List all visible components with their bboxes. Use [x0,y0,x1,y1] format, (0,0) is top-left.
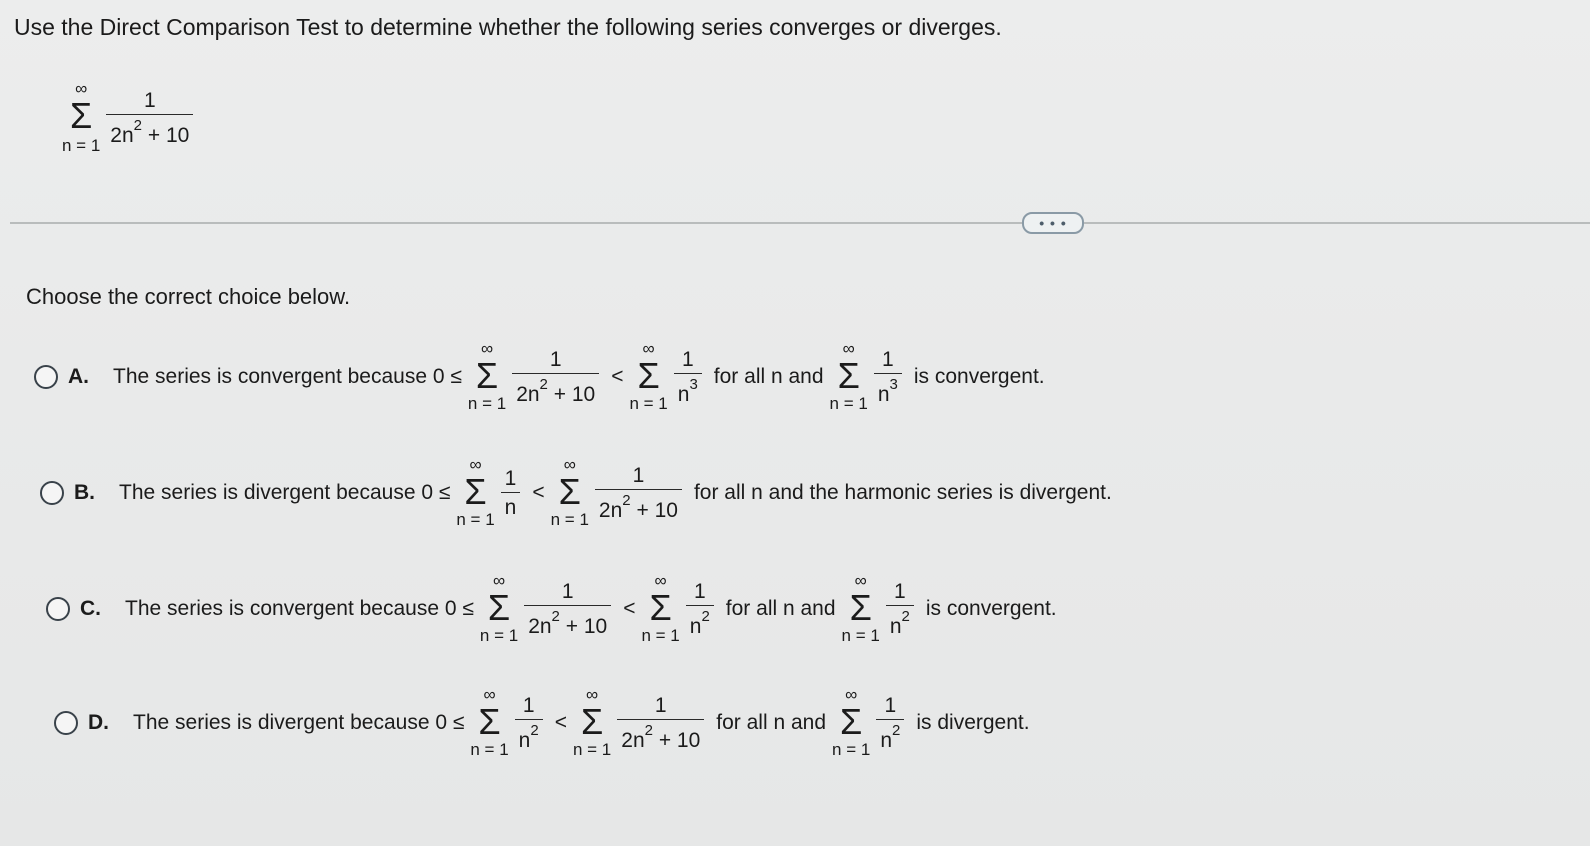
sigma-sum: ∞ Σ n = 1 [470,685,509,759]
choice-letter: D. [88,711,109,734]
numerator: 1 [143,88,156,112]
less-than-operator: < [532,481,545,504]
fraction: $\frac{1}{n}$ [501,466,521,521]
sigma-sum: ∞ Σ n = 1 [479,571,519,645]
more-options-button[interactable]: • • • [1022,212,1084,234]
sigma-symbol: Σ [70,95,93,136]
less-than-operator: < [611,365,624,388]
sigma-sum: ∞ Σ n = 1 [629,339,668,413]
sigma-sum: ∞ Σ n = 1 [467,339,507,413]
fraction: $\frac{1}{2n^2 + 10}$ [617,693,704,754]
choice-lead-text: The series is divergent because 0 ≤ [133,711,465,734]
radio-button-a[interactable] [34,365,58,389]
choice-a[interactable] [34,340,1051,414]
question-text: Use the Direct Comparison Test to determine whether the following series converges or diverges. [14,14,1002,40]
sigma-sum: ∞ Σ n = 1 [550,455,589,529]
section-divider [10,222,1590,224]
sigma-sum [62,80,100,156]
choice-letter: B. [74,481,95,504]
fraction: $\frac{1}{2n^2 + 10}$ [595,463,682,524]
choice-tail-text: is convergent. [925,597,1057,620]
denominator: $2n^2 + 10$ [106,114,193,149]
choice-tail-text: for all n and the harmonic series is divergent. [693,481,1112,504]
choice-lead-text: The series is convergent because 0 ≤ [113,365,462,388]
radio-button-c[interactable] [46,597,70,621]
lower-limit: n = 1 [62,136,101,155]
fraction: $\frac{1}{n^2}$ [886,579,914,640]
choice-letter: C. [80,597,101,620]
sigma-sum: ∞ Σ n = 1 [572,685,612,759]
fraction: $\frac{1}{n^3}$ [874,347,902,408]
fraction: $\frac{1}{n^3}$ [674,347,702,408]
choice-mid-text: for all n and [713,365,824,388]
choice-prompt: Choose the correct choice below. [26,284,351,309]
fraction: $\frac{1}{2n^2 + 10}$ [512,347,599,408]
radio-button-b[interactable] [40,481,64,505]
less-than-operator: < [623,597,636,620]
choice-d[interactable] [54,686,1036,760]
choice-lead-text: The series is convergent because 0 ≤ [125,597,474,620]
choice-mid-text: for all n and [725,597,836,620]
series-fraction [106,88,193,149]
choice-b[interactable] [40,456,1118,530]
sigma-sum: ∞ Σ n = 1 [832,685,871,759]
less-than-operator: < [554,711,567,734]
radio-button-d[interactable] [54,711,78,735]
sigma-sum: ∞ Σ n = 1 [456,455,495,529]
fraction: $\frac{1}{n^2}$ [876,693,904,754]
choice-c[interactable] [46,572,1063,646]
sigma-sum: ∞ Σ n = 1 [829,339,868,413]
given-series [62,80,199,156]
choice-lead-text: The series is divergent because 0 ≤ [119,481,451,504]
choice-letter: A. [68,365,89,388]
choice-mid-text: for all n and [716,711,827,734]
fraction: $\frac{1}{n^2}$ [686,579,714,640]
sigma-sum: ∞ Σ n = 1 [641,571,680,645]
sigma-sum: ∞ Σ n = 1 [841,571,880,645]
fraction: $\frac{1}{n^2}$ [515,693,543,754]
choice-tail-text: is divergent. [916,711,1030,734]
choice-tail-text: is convergent. [913,365,1045,388]
upper-limit: ∞ [75,79,88,98]
fraction: $\frac{1}{2n^2 + 10}$ [524,579,611,640]
